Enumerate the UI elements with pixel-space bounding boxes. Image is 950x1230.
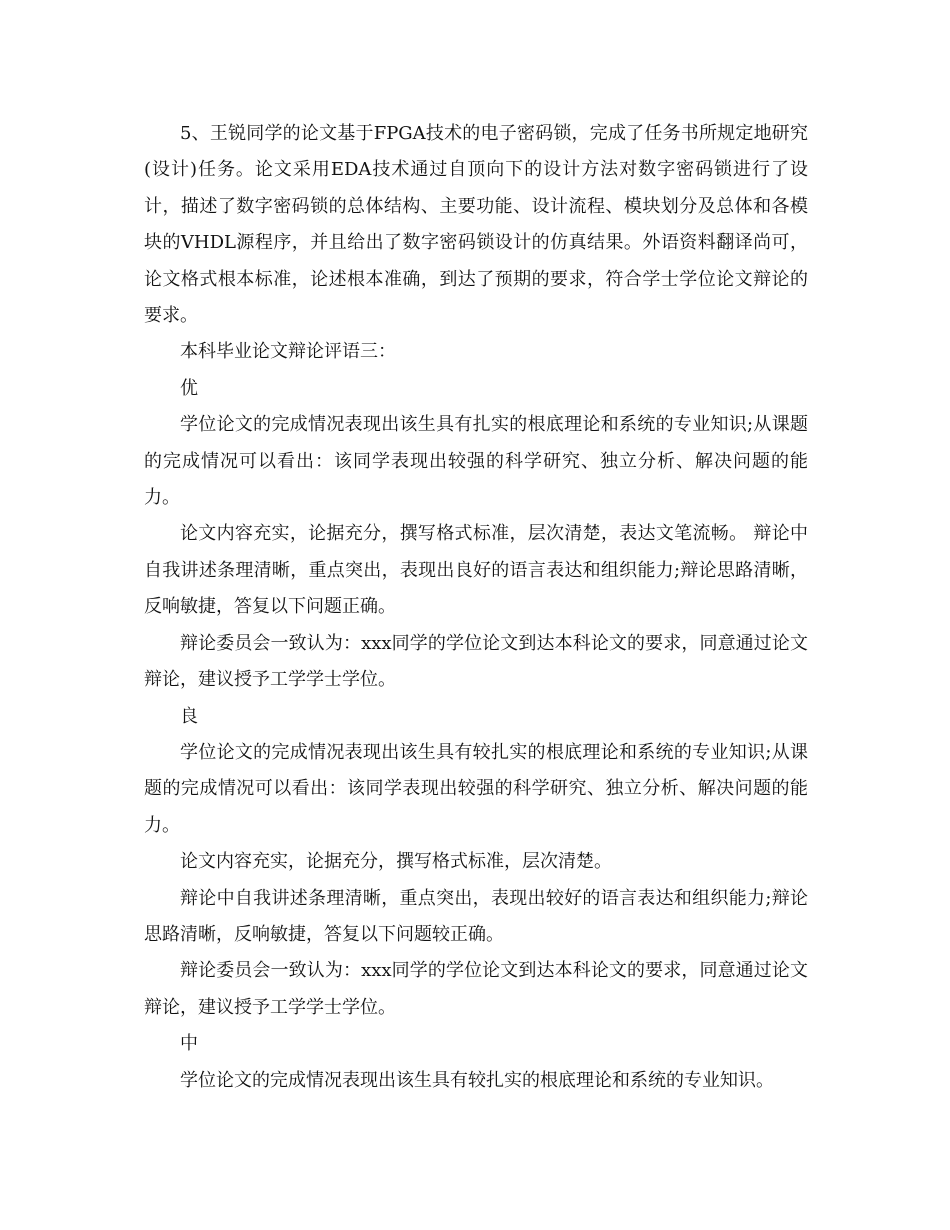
paragraph-medium-completion: 学位论文的完成情况表现出该生具有较扎实的根底理论和系统的专业知识。 <box>180 1069 774 1091</box>
grade-heading-medium: 中 <box>180 1033 198 1055</box>
paragraph-good-completion: 学位论文的完成情况表现出该生具有较扎实的根底理论和系统的专业知识;从课题的完成情况可以看出：该同学表现出较强的科学研究、独立分析、解决问题的能力。 <box>144 741 808 836</box>
document-body <box>144 116 808 1099</box>
paragraph-good-defense: 辩论中自我讲述条理清晰，重点突出，表现出较好的语言表达和组织能力;辩论思路清晰，反响敏捷，答复以下问题较正确。 <box>144 887 808 945</box>
section-heading-review-3: 本科毕业论文辩论评语三： <box>180 341 396 363</box>
grade-heading-excellent: 优 <box>180 377 198 399</box>
paragraph-student-review-5: 5、王锐同学的论文基于FPGA技术的电子密码锁，完成了任务书所规定地研究(设计)任务。论文采用EDA技术通过自顶向下的设计方法对数字密码锁进行了设计，描述了数字密码锁的总体结构、主要功能、设计流程、模块划分及总体和各模块的VHDL源程序，并且给出了数字密码锁设计的仿真结果。外语资料翻译尚可，论文格式根本标准，论述根本准确，到达了预期的要求，符合学士学位论文辩论的要求。 <box>144 123 808 327</box>
paragraph-excellent-committee: 辩论委员会一致认为：xxx同学的学位论文到达本科论文的要求，同意通过论文辩论，建议授予工学学士学位。 <box>144 632 808 691</box>
paragraph-good-content: 论文内容充实，论据充分，撰写格式标准，层次清楚。 <box>180 851 612 873</box>
paragraph-excellent-completion: 学位论文的完成情况表现出该生具有扎实的根底理论和系统的专业知识;从课题的完成情况可以看出：该同学表现出较强的科学研究、独立分析、解决问题的能力。 <box>144 414 808 509</box>
paragraph-good-committee: 辩论委员会一致认为：xxx同学的学位论文到达本科论文的要求，同意通过论文辩论，建议授予工学学士学位。 <box>144 960 808 1018</box>
paragraph-excellent-content: 论文内容充实，论据充分，撰写格式标准，层次清楚，表达文笔流畅。 辩论中自我讲述条理清晰，重点突出，表现出良好的语言表达和组织能力;辩论思路清晰，反响敏捷，答复以下问题正确。 <box>144 523 808 618</box>
grade-heading-good: 良 <box>180 705 198 727</box>
